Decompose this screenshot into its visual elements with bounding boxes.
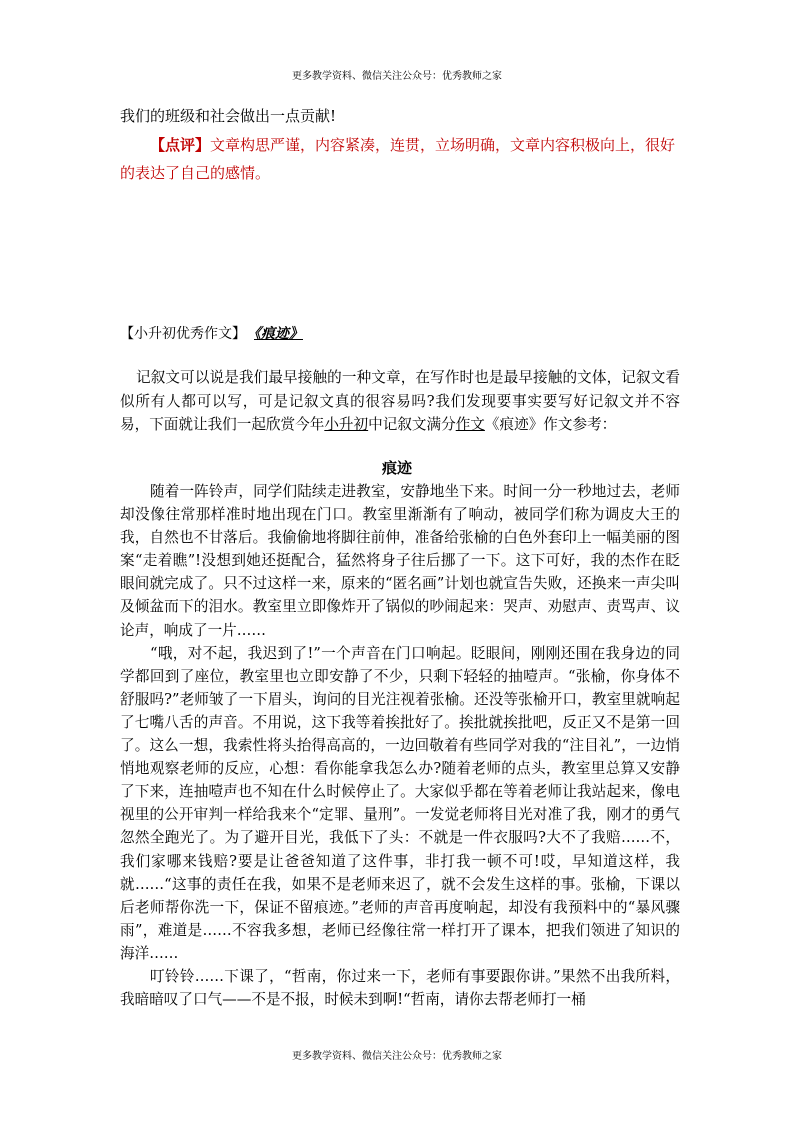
essay-paragraph: 叮铃铃……下课了，“哲南，你过来一下，老师有事要跟你讲。”果然不出我所料，我暗暗叹了口气——不是不报，时候未到啊!“哲南，请你去帮老师打一桶 bbox=[120, 967, 680, 1009]
previous-essay-ending: 我们的班级和社会做出一点贡献! bbox=[120, 107, 337, 125]
intro-text-2: 中记叙文满分 bbox=[368, 416, 456, 433]
section-heading bbox=[120, 323, 303, 343]
page-header: 更多教学资料、微信关注公众号：优秀教师之家 bbox=[292, 71, 502, 82]
intro-paragraph bbox=[120, 366, 680, 437]
intro-link-xiaoshengchu[interactable]: 小升初 bbox=[324, 416, 369, 433]
intro-text-3: 《痕迹》作文参考： bbox=[484, 416, 617, 433]
essay-title: 痕迹 bbox=[381, 459, 412, 477]
section-label: 【小升初优秀作文】 bbox=[120, 326, 246, 342]
intro-text-1: 记叙文可以说是我们最早接触的一种文章，在写作时也是最早接触的文体，记叙文看似所有人都可以写，可是记叙文真的很容易吗?我们发现要事实要写好记叙文并不容易，下面就让我们一起欣赏今年 bbox=[120, 369, 680, 433]
essay-paragraph: 随着一阵铃声，同学们陆续走进教室，安静地坐下来。时间一分一秒地过去，老师却没像往常那样准时地出现在门口。教室里渐渐有了响动，被同学们称为调皮大王的我，自然也不甘落后。我偷偷地将脚往前伸，准备给张榆的白色外套印上一幅美丽的图案“走着瞧”!没想到她还挺配合，猛然将身子往后挪了一下。这下可好，我的杰作在眨眼间就完成了。只不过这样一来，原来的“匿名画”计划也就宣告失败，还换来一声尖叫及倾盆而下的泪水。教室里立即像炸开了锅似的吵闹起来：哭声、劝慰声、责骂声、议论声，响成了一片…… bbox=[120, 483, 680, 639]
essay-body bbox=[120, 480, 680, 1011]
essay-paragraph: “哦，对不起，我迟到了!”一个声音在门口响起。眨眼间，刚刚还围在我身边的同学都回到了座位，教室里也立即安静了不少，只剩下轻轻的抽噎声。“张榆，你身体不舒服吗?”老师皱了一下眉头，询问的目光注视着张榆。还没等张榆开口，教室里就响起了七嘴八舌的声音。不用说，这下我等着挨批好了。挨批就挨批吧，反正又不是第一回了。这么一想，我索性将头抬得高高的，一边回敬着有些同学对我的“注目礼”，一边悄悄地观察老师的反应，心想：看你能拿我怎么办?随着老师的点头，教室里总算又安静了下来，连抽噎声也不知在什么时候停止了。大家似乎都在等着老师让我站起来，像电视里的公开审判一样给我来个“定罪、量刑”。一发觉老师将目光对准了我，刚才的勇气忽然全跑光了。为了避开目光，我低下了头：不就是一件衣服吗?大不了我赔……不，我们家哪来钱赔?要是让爸爸知道了这件事，非打我一顿不可!哎，早知道这样，我就……“这事的责任在我，如果不是老师来迟了，就不会发生这样的事。张榆，下课以后老师帮你洗一下，保证不留痕迹。”老师的声音再度响起，却没有我预料中的“暴风骤雨”，难道是……不容我多想，老师已经像往常一样打开了课本，把我们领进了知识的海洋…… bbox=[120, 644, 680, 962]
section-title-link[interactable]: 《痕迹》 bbox=[254, 326, 303, 342]
review-comment bbox=[120, 131, 680, 187]
review-text: 文章构思严谨，内容紧凑，连贯，立场明确，文章内容积极向上，很好的表达了自己的感情。 bbox=[120, 136, 676, 182]
intro-link-zuowen[interactable]: 作文 bbox=[455, 416, 485, 433]
page-footer: 更多教学资料、微信关注公众号：优秀教师之家 bbox=[292, 1051, 502, 1062]
review-tag: 【点评】 bbox=[150, 136, 211, 154]
